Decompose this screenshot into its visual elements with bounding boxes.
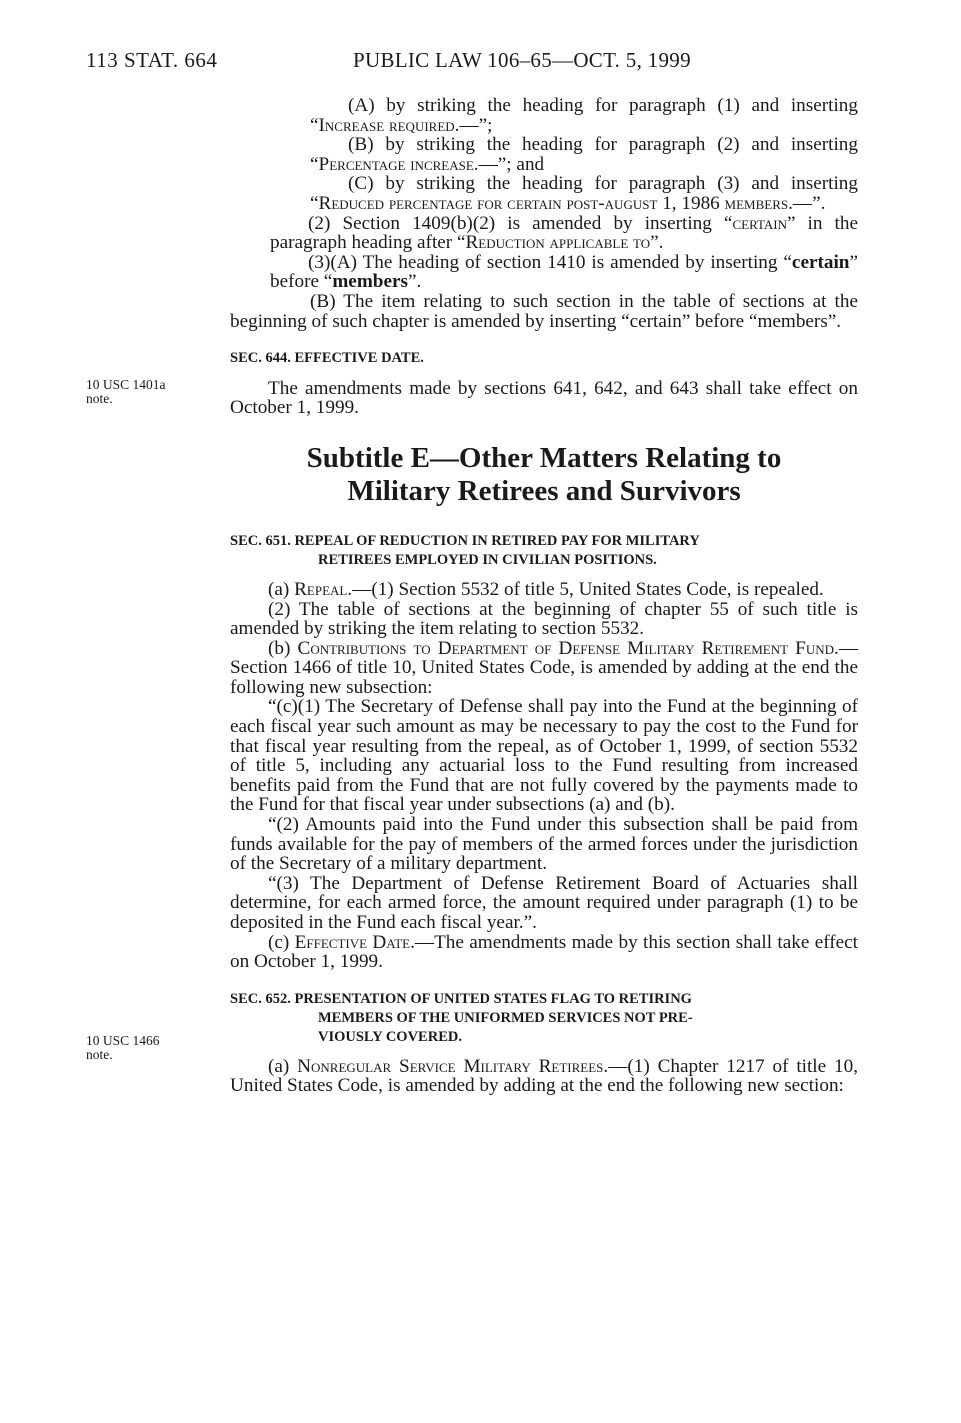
section-651-b: (b) Contributions to Department of Defense Military Retirement Fund.—Section 1466 of title 10, United States Code, is amended by adding at the end the following new subsection:	[230, 637, 858, 698]
body-text	[230, 96, 858, 1096]
amendment-list	[230, 96, 858, 214]
paragraph-3a: (3)(A) The heading of section 1410 is amended by inserting “certain” before “members”.	[270, 251, 858, 293]
paragraph-3b: (B) The item relating to such section in the table of sections at the beginning of such chapter is amended by inserting “certain” before “members”.	[230, 290, 858, 332]
clause-a: (A) by striking the heading for paragraph (1) and inserting “Increase required.—”;	[310, 95, 858, 136]
page-reference: 113 STAT. 664	[86, 48, 218, 72]
clause-c: (C) by striking the heading for paragraph (3) and inserting “Reduced percentage for certain post-august 1, 1986 members.—”.	[310, 173, 858, 214]
margin-note-usc-1401a: 10 USC 1401a note.	[86, 377, 166, 406]
section-644-heading: SEC. 644. EFFECTIVE DATE.	[230, 350, 424, 367]
section-651-heading: SEC. 651. REPEAL OF REDUCTION IN RETIRED PAY FOR MILITARY RETIREES EMPLOYED IN CIVILIAN POSITIONS.	[230, 532, 700, 568]
section-651-a: (a) Repeal.—(1) Section 5532 of title 5, United States Code, is repealed.	[268, 578, 824, 600]
margin-note-usc-1466: 10 USC 1466 note.	[86, 1033, 160, 1062]
subsection-c1: “(c)(1) The Secretary of Defense shall pay into the Fund at the beginning of each fiscal year such amount as may be necessary to pay the cost to the Fund for that fiscal year resulting from the repeal, as of October 1, 1999, of section 5532 of title 5, including any actuarial loss to the Fund resulting from increased benefits paid from the Fund that are not fully covered by the payments made to the Fund for that fiscal year under subsections (a) and (b).	[230, 696, 858, 816]
section-652-a: (a) Nonregular Service Military Retirees.—(1) Chapter 1217 of title 10, United States Code, is amended by adding at the end the following new section:	[230, 1055, 858, 1097]
subsection-c2: “(2) Amounts paid into the Fund under this subsection shall be paid from funds available for the pay of members of the armed forces under the jurisdiction of the Secretary of a military department.	[230, 814, 858, 875]
section-651-a2: (2) The table of sections at the beginning of chapter 55 of such title is amended by striking the item relating to section 5532.	[230, 598, 858, 640]
paragraph-2: (2) Section 1409(b)(2) is amended by inserting “certain” in the paragraph heading after “Reduction applicable to”.	[270, 212, 858, 254]
subsection-c3: “(3) The Department of Defense Retirement Board of Actuaries shall determine, for each armed force, the amount required under paragraph (1) to be deposited in the Fund each fiscal year.”.	[230, 872, 858, 933]
section-651-c: (c) Effective Date.—The amendments made by this section shall take effect on October 1, 1999.	[230, 931, 859, 973]
clause-b: (B) by striking the heading for paragraph (2) and inserting “Percentage increase.—”; and	[310, 134, 858, 175]
section-652-heading: SEC. 652. PRESENTATION OF UNITED STATES FLAG TO RETIRING MEMBERS OF THE UNIFORMED SERVICES NOT PRE- VIOUSLY COVERED.	[230, 990, 693, 1045]
subtitle-heading: Subtitle E—Other Matters Relating to Military Retirees and Survivors	[306, 441, 782, 507]
section-644-text: The amendments made by sections 641, 642, and 643 shall take effect on October 1, 1999.	[230, 377, 858, 419]
running-header: PUBLIC LAW 106–65—OCT. 5, 1999	[353, 48, 691, 72]
